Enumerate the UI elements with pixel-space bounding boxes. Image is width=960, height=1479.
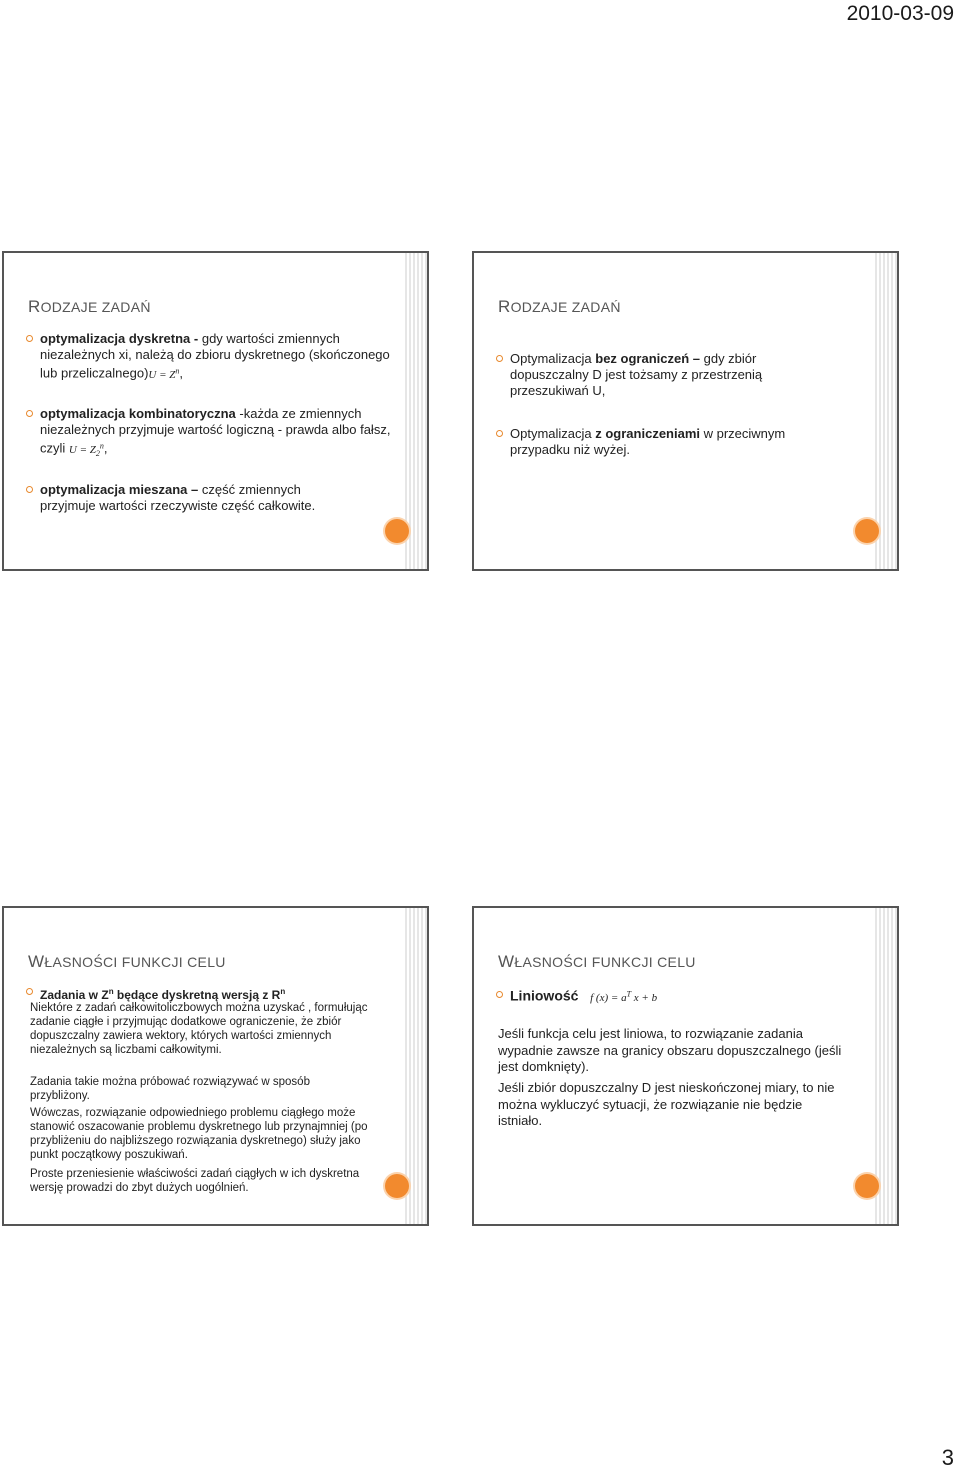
- paragraph: Zadania takie można próbować rozwiązywać w sposób przybliżony.: [30, 1076, 310, 1102]
- paragraph: Wówczas, rozwiązanie odpowiedniego problemu ciągłego może stanowić oszacowanie problemu dyskretnego lub przynajmniej (po przybliżeniu do najbliższego rozwiązania dyskretnego) służy jako punkt początkowy poszukiwań.: [30, 1107, 368, 1161]
- slide-decor-dot: [855, 519, 879, 543]
- bullet-icon: [496, 430, 503, 437]
- slide-decor-stripes: [875, 908, 897, 1224]
- list-item: optymalizacja kombinatoryczna -każda ze zmiennych niezależnych przyjmuje wartość logiczną - prawda albo fałsz, czyli $U = Z_2^n$,: [26, 406, 396, 462]
- list-item: optymalizacja dyskretna - gdy wartości zmiennych niezależnych xi, należą do zbioru dyskretnego (skończonego lub przeliczalnego)U = $Z^n$,: [26, 331, 396, 383]
- list-item: Optymalizacja z ograniczeniami w przeciwnym przypadku niż wyżej.: [496, 426, 826, 458]
- bullet-icon: [496, 991, 503, 998]
- bullet-icon: [26, 410, 33, 417]
- formula: $U = Z^n$: [148, 366, 180, 381]
- paragraph: Jeśli zbiór dopuszczalny D jest nieskończonej miary, to nie można wykluczyć sytuacji, że rozwiązanie nie będzie istniało.: [498, 1080, 835, 1128]
- slide-title: WŁASNOŚCI FUNKCJI CELU: [498, 952, 696, 971]
- slide-1: [2, 251, 429, 571]
- slide-2: [472, 251, 899, 571]
- list-item: Zadania w $Z^n$ będące dyskretną wersją z $R^n$: [26, 984, 396, 1003]
- slide-decor-stripes: [405, 253, 427, 569]
- slide-decor-dot: [385, 1174, 409, 1198]
- slide-title: WŁASNOŚCI FUNKCJI CELU: [28, 952, 226, 971]
- bullet-icon: [26, 988, 33, 995]
- bullet-list: [496, 351, 826, 399]
- list-item: optymalizacja mieszana – część zmiennych przyjmuje wartości rzeczywiste część całkowite.: [26, 482, 356, 514]
- bullet-icon: [26, 486, 33, 493]
- slide-title: RODZAJE ZADAŃ: [498, 297, 621, 316]
- list-item: Liniowość f $(x) = a^T$ x + b: [496, 986, 836, 1006]
- paragraph: Jeśli funkcja celu jest liniowa, to rozwiązanie zadania wypadnie zawsze na granicy obszaru dopuszczalnego (jeśli jest domknięty).: [498, 1026, 842, 1074]
- formula: $U = Z_2^n$: [68, 441, 104, 458]
- bullet-icon: [496, 355, 503, 362]
- formula: f $(x) = a^T$ x + b: [590, 989, 658, 1004]
- bullet-list: [26, 406, 396, 462]
- bullet-list: [496, 426, 826, 458]
- list-item: Optymalizacja bez ograniczeń – gdy zbiór dopuszczalny D jest tożsamy z przestrzenią przeszukiwań U,: [496, 351, 826, 399]
- page-number: 3: [941, 1445, 954, 1470]
- slide-decor-stripes: [875, 253, 897, 569]
- print-date: 2010-03-09: [846, 2, 954, 25]
- slide-decor-dot: [855, 1174, 879, 1198]
- paragraph: Niektóre z zadań całkowitoliczbowych można uzyskać , formułując zadanie ciągłe i przyjmując dodatkowe ograniczenie, że zbiór dopuszczalny zawiera wektory, których wartości zmiennych niezależnych są liczbami całkowitymi.: [30, 1002, 368, 1056]
- bullet-list: [26, 482, 356, 514]
- bullet-list: [26, 331, 396, 383]
- slide-decor-dot: [385, 519, 409, 543]
- slide-title: RODZAJE ZADAŃ: [28, 297, 151, 316]
- bullet-icon: [26, 335, 33, 342]
- slide-4: [472, 906, 899, 1226]
- slide-3: [2, 906, 429, 1226]
- slide-decor-stripes: [405, 908, 427, 1224]
- bullet-list: [496, 986, 836, 1006]
- paragraph: Proste przeniesienie właściwości zadań ciągłych w ich dyskretna wersję prowadzi do zbyt dużych uogólnień.: [30, 1168, 360, 1194]
